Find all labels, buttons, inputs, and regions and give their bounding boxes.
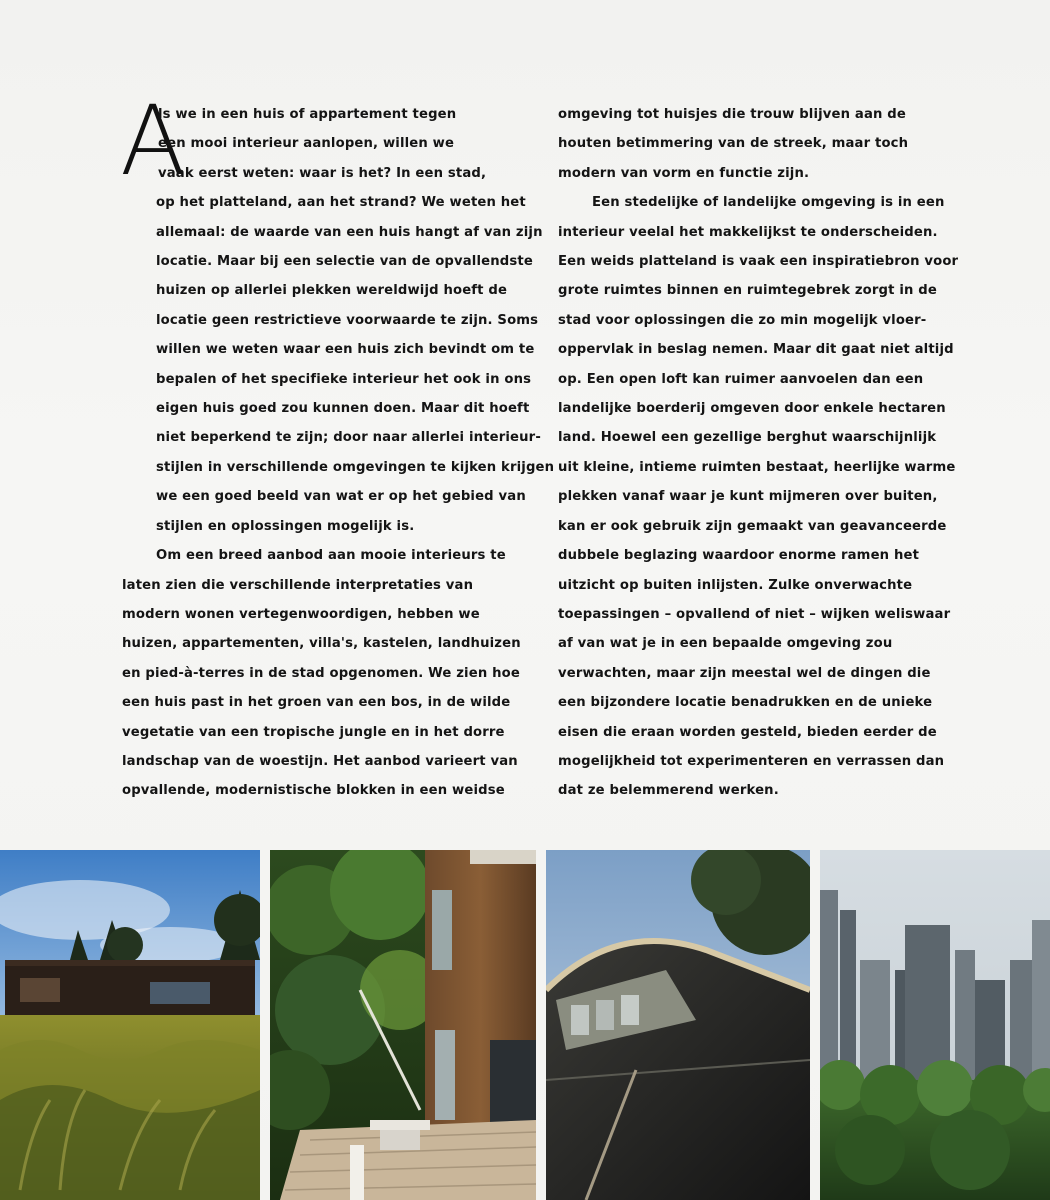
text-line: modern van vorm en functie zijn.	[558, 165, 810, 181]
text-line: uit kleine, intieme ruimten bestaat, heerlijke warme	[558, 459, 956, 475]
text-line: grote ruimtes binnen en ruimtegebrek zorgt in de	[558, 283, 937, 299]
house-in-grassland-photo	[0, 850, 260, 1200]
right-paragraph-2	[558, 188, 958, 806]
text-line: stijlen en oplossingen mogelijk is.	[156, 518, 415, 534]
text-line: toepassingen – opvallend of niet – wijken weliswaar	[558, 606, 951, 622]
text-line: mogelijkheid tot experimenteren en verrassen dan	[558, 753, 945, 769]
city-skyline-park-photo	[820, 850, 1050, 1200]
left-paragraph-1	[122, 100, 555, 541]
text-line: op het platteland, aan het strand? We weten het	[156, 195, 526, 211]
text-line: interieur veelal het makkelijkst te onderscheiden.	[558, 224, 938, 240]
text-line: verwachten, maar zijn meestal wel de dingen die	[558, 665, 931, 681]
text-line: landschap van de woestijn. Het aanbod varieert van	[122, 753, 518, 769]
text-line: een huis past in het groen van een bos, in de wilde	[122, 695, 511, 711]
text-line: een mooi interieur aanlopen, willen we	[158, 136, 455, 152]
text-line: willen we weten waar een huis zich bevindt om te	[156, 342, 535, 358]
text-line: een bijzondere locatie benadrukken en de unieke	[558, 695, 933, 711]
text-line: allemaal: de waarde van een huis hangt af van zijn	[156, 224, 543, 240]
text-line: Een stedelijke of landelijke omgeving is in een	[592, 195, 945, 211]
text-line: landelijke boerderij omgeven door enkele hectaren	[558, 401, 946, 417]
text-line: eigen huis goed zou kunnen doen. Maar dit hoeft	[156, 401, 530, 417]
left-text-column	[122, 100, 555, 806]
curved-roof-modern-house-photo	[546, 850, 810, 1200]
text-line: vegetatie van een tropische jungle en in het dorre	[122, 724, 505, 740]
text-line: huizen, appartementen, villa's, kastelen, landhuizen	[122, 636, 521, 652]
text-line: op. Een open loft kan ruimer aanvoelen dan een	[558, 371, 924, 387]
text-line: locatie geen restrictieve voorwaarde te zijn. Soms	[156, 312, 539, 328]
text-line: huizen op allerlei plekken wereldwijd hoeft de	[156, 283, 508, 299]
right-text-column	[558, 100, 958, 806]
text-line: oppervlak in beslag nemen. Maar dit gaat niet altijd	[558, 342, 954, 358]
left-paragraph-2	[122, 541, 522, 806]
text-line: en pied-à-terres in de stad opgenomen. We zien hoe	[122, 665, 520, 681]
text-line: laten zien die verschillende interpretaties van	[122, 577, 474, 593]
text-line: plekken vanaf waar je kunt mijmeren over buiten,	[558, 489, 938, 505]
text-line: dubbele beglazing waardoor enorme ramen het	[558, 548, 920, 564]
text-line: bepalen of het specifieke interieur het ook in ons	[156, 371, 532, 387]
text-line: niet beperkend te zijn; door naar allerlei interieur-	[156, 430, 541, 446]
text-line: ls we in een huis of appartement tegen	[158, 107, 457, 122]
text-line: stijlen in verschillende omgevingen te kijken krijgen	[156, 459, 555, 475]
text-line: uitzicht op buiten inlijsten. Zulke onverwachte	[558, 577, 913, 593]
text-line: Om een breed aanbod aan mooie interieurs te	[156, 548, 506, 564]
text-line: land. Hoewel een gezellige berghut waarschijnlijk	[558, 430, 937, 446]
text-line: we een goed beeld van wat er op het gebied van	[156, 489, 526, 505]
text-line: af van wat je in een bepaalde omgeving zou	[558, 636, 893, 652]
photo-strip	[0, 850, 1050, 1200]
right-paragraph-1	[558, 100, 958, 188]
text-line: kan er ook gebruik zijn gemaakt van geavanceerde	[558, 518, 947, 534]
text-line: opvallende, modernistische blokken in een weidse	[122, 783, 505, 799]
text-line: houten betimmering van de streek, maar toch	[558, 136, 909, 152]
text-line: omgeving tot huisjes die trouw blijven aan de	[558, 107, 906, 122]
text-line: vaak eerst weten: waar is het? In een stad,	[158, 165, 487, 181]
text-line: eisen die eraan worden gesteld, bieden eerder de	[558, 724, 937, 740]
drop-cap-letter: A	[120, 85, 186, 197]
text-line: dat ze belemmerend werken.	[558, 783, 779, 799]
text-line: locatie. Maar bij een selectie van de opvallendste	[156, 254, 533, 270]
text-line: stad voor oplossingen die zo min mogelijk vloer-	[558, 312, 927, 328]
text-line: Een weids platteland is vaak een inspiratiebron voor	[558, 254, 959, 270]
text-line: modern wonen vertegenwoordigen, hebben we	[122, 606, 480, 622]
wooden-house-forest-terrace-photo	[270, 850, 536, 1200]
